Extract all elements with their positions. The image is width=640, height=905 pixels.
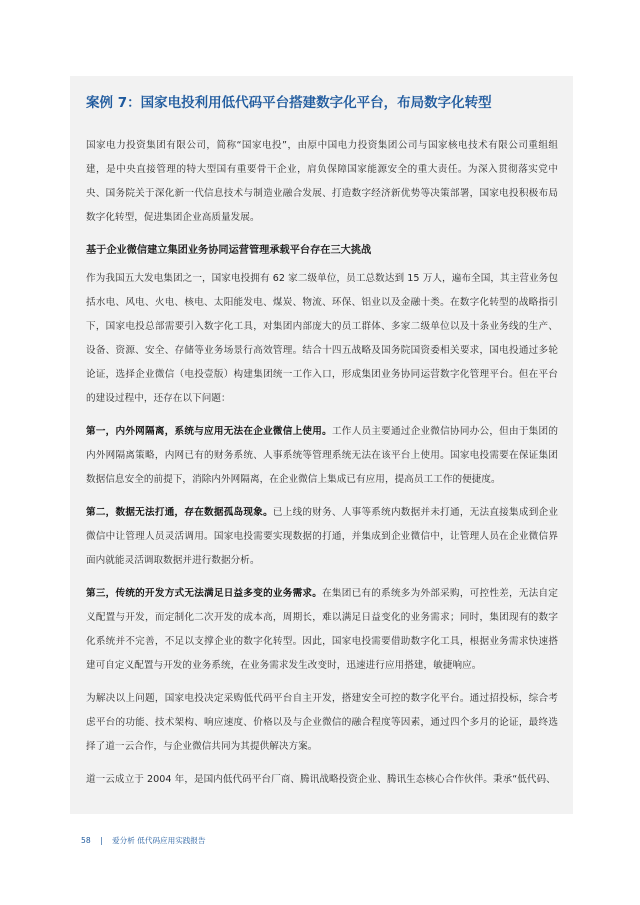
challenge-lead: 第二，数据无法打通，存在数据孤岛现象。: [86, 507, 273, 518]
vendor-paragraph: 道一云成立于 2004 年，是国内低代码平台厂商、腾讯战略投资企业、腾讯生态核心合作伙伴。秉承“低代码、: [86, 774, 556, 785]
case-title: 案例 7：国家电投利用低代码平台搭建数字化平台，布局数字化转型: [86, 95, 492, 111]
article: [86, 90, 558, 792]
intro-paragraph: 国家电力投资集团有限公司，简称“国家电投”，由原中国电力投资集团公司与国家核电技术有限公司重组组建，是中央直接管理的特大型国有重要骨干企业，肩负保障国家能源安全的重大责任。为深入贯彻落实党中央、国务院关于深化新一代信息技术与制造业融合发展、打造数字经济新优势等决策部署，国家电投积极布局数字化转型，促进集团企业高质量发展。: [86, 140, 558, 223]
challenge-paragraph: [86, 501, 558, 573]
section-heading: 基于企业微信建立集团业务协同运营管理承载平台存在三大挑战: [86, 245, 372, 256]
challenge-paragraph: [86, 582, 558, 678]
publication-title: 爱分析 低代码应用实践报告: [112, 836, 206, 845]
footer-separator: |: [100, 836, 103, 845]
background-paragraph: 作为我国五大发电集团之一，国家电投拥有 62 家二级单位，员工总数达到 15 万人，遍布全国，其主营业务包括水电、风电、火电、核电、太阳能发电、煤炭、物流、环保、铝业以及金融十类。在数字化转型的战略指引下，国家电投总部需要引入数字化工具，对集团内部庞大的员工群体、多家二级单位以及十条业务线的生产、设备、资源、安全、存储等业务场景行高效管理。结合十四五战略及国务院国资委相关要求，国电投通过多轮论证，选择企业微信（电投壹版）构建集团统一工作入口，形成集团业务协同运营数字化管理平台。但在平台的建设过程中，还存在以下问题：: [86, 273, 558, 404]
challenge-text: 已上线的财务、人事等系统内数据并未打通，无法直接集成到企业微信中让管理人员灵活调用。国家电投需要实现数据的打通，并集成到企业微信中，让管理人员在企业微信界面内就能灵活调取数据并进行数据分析。: [86, 507, 559, 566]
solution-paragraph: 为解决以上问题，国家电投决定采购低代码平台自主开发，搭建安全可控的数字化平台。通过招投标，综合考虑平台的功能、技术架构、响应速度、价格以及与企业微信的融合程度等因素，通过四个多月的论证，最终选择了道一云合作，与企业微信共同为其提供解决方案。: [86, 693, 558, 752]
page-number: 58: [81, 836, 91, 845]
page-footer: [81, 835, 213, 846]
challenge-lead: 第三，传统的开发方式无法满足日益多变的业务需求。: [86, 588, 323, 599]
challenge-lead: 第一，内外网隔离，系统与应用无法在企业微信上使用。: [86, 426, 332, 437]
challenge-paragraph: [86, 420, 558, 492]
challenge-text: 工作人员主要通过企业微信协同办公，但由于集团的内外网隔离策略，内网已有的财务系统、人事系统等管理系统无法在该平台上使用。国家电投需要在保证集团数据信息安全的前提下，消除内外网隔离，在企业微信上集成已有应用，提高员工工作的便捷度。: [86, 426, 558, 485]
challenge-text: 在集团已有的系统多为外部采购，可控性差，无法自定义配置与开发，而定制化二次开发的成本高，周期长，难以满足日益变化的业务需求；同时，集团现有的数字化系统并不完善，不足以支撑企业的数字化转型。因此，国家电投需要借助数字化工具，根据业务需求快速搭建可自定义配置与开发的业务系统，在业务需求发生改变时，迅速进行应用搭建，敏捷响应。: [86, 588, 558, 671]
